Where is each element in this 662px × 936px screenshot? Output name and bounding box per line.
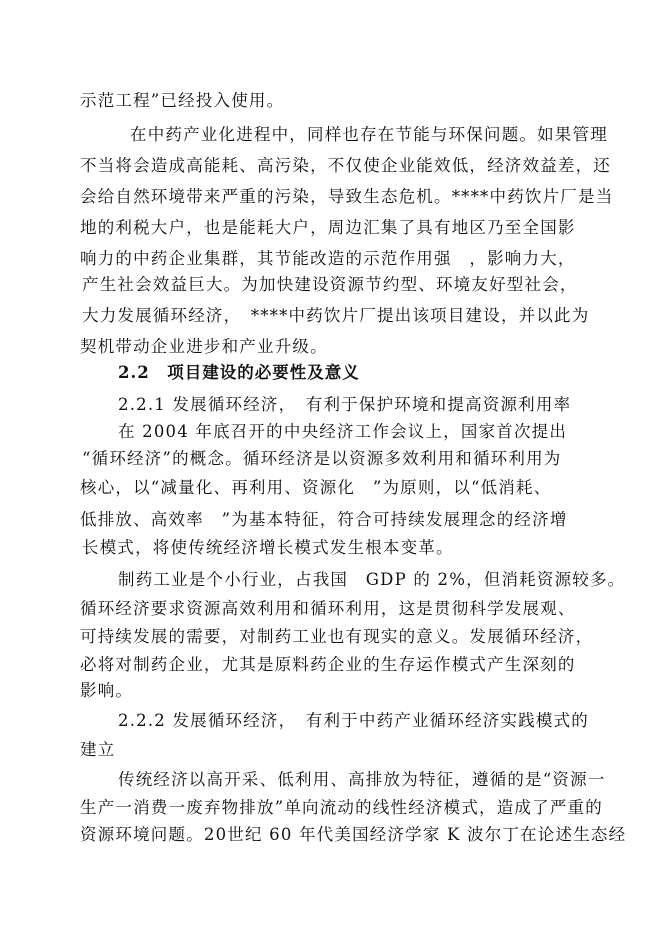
text-line: 资源环境问题。20世纪 60 年代美国经济学家 K 波尔丁在论述生态经 — [80, 825, 627, 844]
text-line: 不当将会造成高能耗、高污染，不仅使企业能效低，经济效益差，还 — [80, 156, 611, 175]
text-line: 核心，以“减量化、再利用、资源化 ”为原则，以“低消耗、 — [80, 478, 552, 497]
text-line: 会给自然环境带来严重的污染，导致生态危机。****中药饮片厂是当 — [80, 187, 614, 206]
text-line: 在 2004 年底召开的中央经济工作会议上，国家首次提出 — [118, 422, 568, 441]
text-line: 地的利税大户，也是能耗大户，周边汇集了具有地区乃至全国影 — [80, 218, 576, 237]
section-heading: 2.2 项目建设的必要性及意义 — [118, 363, 360, 382]
text-line: 可持续发展的需要，对制药工业也有现实的意义。发展循环经济， — [80, 627, 594, 646]
text-line: 循环经济要求资源高效利用和循环利用，这是贯彻科学发展观、 — [80, 599, 576, 618]
text-line: 影响。 — [80, 681, 134, 700]
subsection-heading-continued: 建立 — [80, 740, 116, 759]
text-line: 传统经济以高开采、低利用、高排放为特征，遵循的是“资源一 — [118, 770, 606, 789]
text-line: 在中药产业化进程中，同样也存在节能与环保问题。如果管理 — [130, 125, 608, 144]
text-line: 制药工业是个小行业，占我国 GDP 的 2%，但消耗资源较多。 — [118, 570, 626, 589]
text-line: 响力的中药企业集群，其节能改造的示范作用强 ，影响力大， — [80, 249, 576, 268]
text-line: 生产一消费一废弃物排放”单向流动的线性经济模式，造成了严重的 — [80, 798, 603, 817]
text-line: 示范工程”已经投入使用。 — [80, 91, 285, 110]
subsection-heading: 2.2.2 发展循环经济， 有利于中药产业循环经济实践模式的 — [118, 711, 589, 730]
text-line: 大力发展循环经济， ****中药饮片厂提出该项目建设，并以此为 — [82, 306, 590, 325]
text-line: 长模式，将使传统经济增长模式发生根本变革。 — [82, 538, 454, 557]
text-line: 低排放、高效率 ”为基本特征，符合可持续发展理念的经济增 — [80, 510, 568, 529]
text-line: 契机带动企业进步和产业升级。 — [80, 337, 328, 356]
subsection-heading: 2.2.1 发展循环经济， 有利于保护环境和提高资源利用率 — [118, 395, 572, 414]
text-line: “循环经济”的概念。循环经济是以资源多效利用和循环利用为 — [82, 449, 562, 468]
text-line: 产生社会效益巨大。为加快建设资源节约型、环境友好型社会， — [82, 275, 578, 294]
text-line: 必将对制药企业，尤其是原料药企业的生存运作模式产生深刻的 — [80, 655, 576, 674]
